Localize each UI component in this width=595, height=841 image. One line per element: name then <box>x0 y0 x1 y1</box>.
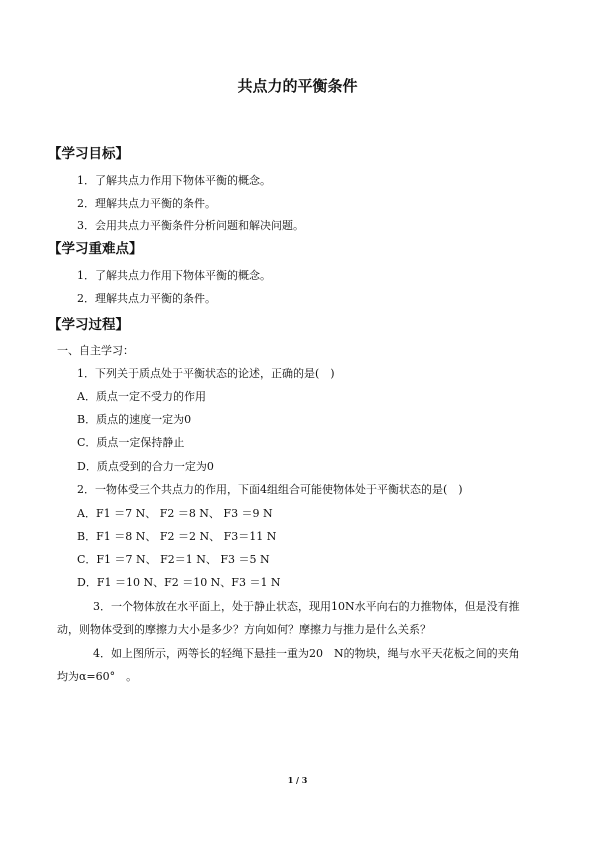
question-4-line-1: 4．如上图所示，两等长的轻绳下悬挂一重为20 N的物块，绳与水平天花板之间的夹角 <box>93 647 520 660</box>
heading-goals: 【学习目标】 <box>48 146 129 162</box>
subheading-self-study: 一、自主学习： <box>57 344 134 357</box>
goal-item: 2．理解共点力平衡的条件。 <box>77 197 216 210</box>
heading-process: 【学习过程】 <box>48 317 129 333</box>
question-1-stem: 1．下列关于质点处于平衡状态的论述，正确的是( ) <box>77 367 335 380</box>
question-3-line-2: 动，则物体受到的摩擦力大小是多少？方向如何？摩擦力与推力是什么关系？ <box>57 623 431 636</box>
question-1-option: C．质点一定保持静止 <box>77 436 185 449</box>
question-1-option: D．质点受到的合力一定为0 <box>77 460 214 473</box>
question-2-option: B．F1 ＝8 N、 F2 ＝2 N、 F3＝11 N <box>77 530 277 543</box>
keypoint-item: 2．理解共点力平衡的条件。 <box>77 292 216 305</box>
goal-item: 3．会用共点力平衡条件分析问题和解决问题。 <box>77 219 304 232</box>
question-1-option: A．质点一定不受力的作用 <box>77 390 206 403</box>
page-title: 共点力的平衡条件 <box>237 77 358 95</box>
heading-keypoints: 【学习重难点】 <box>48 241 143 257</box>
question-2-option: C．F1 ＝7 N、 F2＝1 N、 F3 ＝5 N <box>77 553 270 566</box>
question-1-option: B．质点的速度一定为0 <box>77 413 192 426</box>
question-2-option: A．F1 ＝7 N、 F2 ＝8 N、 F3 ＝9 N <box>77 507 273 520</box>
question-3-line-1: 3．一个物体放在水平面上，处于静止状态，现用10N水平向右的力推物体，但是没有推 <box>93 600 520 613</box>
question-2-option: D．F1 ＝10 N、F2 ＝10 N、F3 ＝1 N <box>77 576 281 589</box>
page-number: 1 / 3 <box>287 775 308 785</box>
question-4-line-2: 均为α=60° 。 <box>57 670 138 683</box>
question-2-stem: 2．一物体受三个共点力的作用，下面4组组合可能使物体处于平衡状态的是( ) <box>77 483 463 496</box>
goal-item: 1．了解共点力作用下物体平衡的概念。 <box>77 174 271 187</box>
keypoint-item: 1．了解共点力作用下物体平衡的概念。 <box>77 269 271 282</box>
